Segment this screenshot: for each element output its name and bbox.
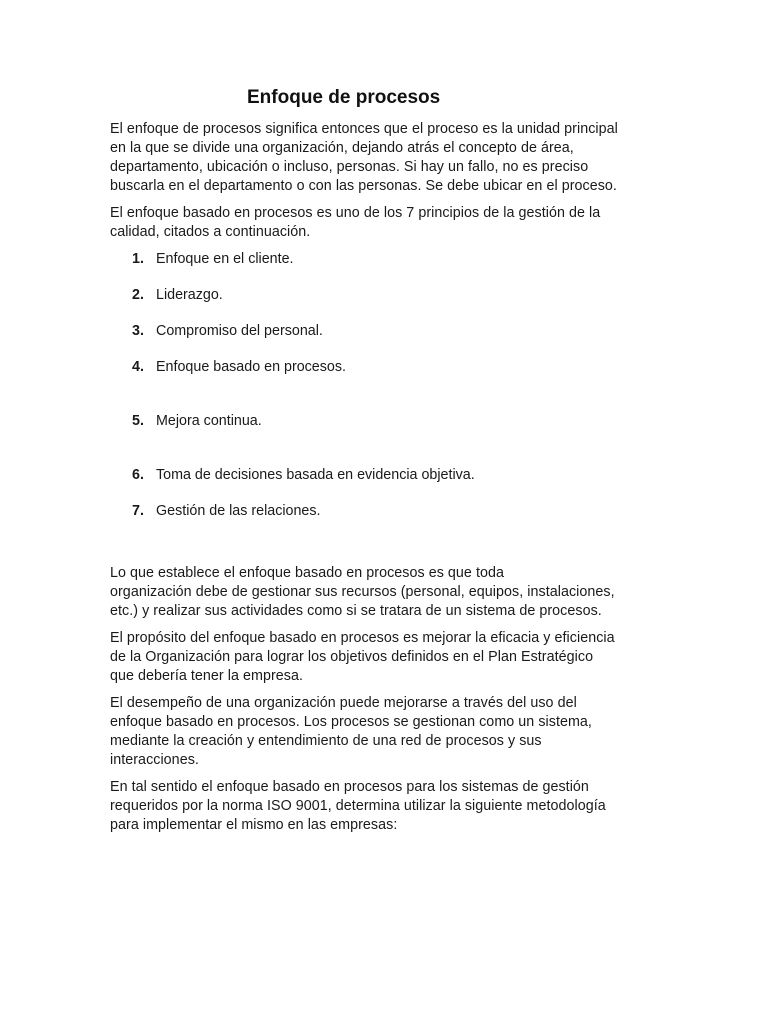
list-text: Gestión de las relaciones. (156, 503, 321, 519)
paragraph-iso-9001 (110, 778, 670, 835)
text-line: El enfoque de procesos significa entonces que el proceso es la unidad principal (110, 121, 618, 137)
text-line: Lo que establece el enfoque basado en procesos es que toda (110, 565, 504, 581)
text-line: etc.) y realizar sus actividades como si se tratara de un sistema de procesos. (110, 603, 602, 619)
list-number: 3. (132, 323, 144, 339)
list-number: 5. (132, 413, 144, 429)
document-page (110, 86, 670, 843)
list-text: Mejora continua. (156, 413, 262, 429)
text-line: enfoque basado en procesos. Los procesos se gestionan como un sistema, (110, 714, 592, 730)
list-item (110, 322, 670, 341)
list-text: Toma de decisiones basada en evidencia objetiva. (156, 467, 475, 483)
list-item (110, 502, 670, 521)
document-title: Enfoque de procesos (247, 87, 441, 108)
text-line: El desempeño de una organización puede mejorarse a través del uso del (110, 695, 577, 711)
list-item (110, 250, 670, 269)
text-line: En tal sentido el enfoque basado en procesos para los sistemas de gestión (110, 779, 589, 795)
text-line: para implementar el mismo en las empresas: (110, 817, 398, 833)
text-line: departamento, ubicación o incluso, personas. Si hay un fallo, no es preciso (110, 159, 589, 175)
principles-list (110, 250, 670, 521)
list-number: 4. (132, 359, 144, 375)
list-item (110, 466, 670, 485)
text-line: El enfoque basado en procesos es uno de los 7 principios de la gestión de la (110, 205, 601, 221)
list-text: Enfoque en el cliente. (156, 251, 294, 267)
paragraph-intro (110, 120, 670, 196)
text-line: de la Organización para lograr los objetivos definidos en el Plan Estratégico (110, 649, 594, 665)
paragraph-purpose (110, 629, 670, 686)
list-item (110, 358, 670, 377)
text-line: organización debe de gestionar sus recursos (personal, equipos, instalaciones, (110, 584, 615, 600)
text-line: mediante la creación y entendimiento de una red de procesos y sus (110, 733, 542, 749)
text-line: interacciones. (110, 752, 199, 768)
text-line: buscarla en el departamento o con las personas. Se debe ubicar en el proceso. (110, 178, 617, 194)
paragraph-performance (110, 694, 670, 770)
text-line: en la que se divide una organización, dejando atrás el concepto de área, (110, 140, 574, 156)
list-text: Compromiso del personal. (156, 323, 323, 339)
text-line: El propósito del enfoque basado en procesos es mejorar la eficacia y eficiencia (110, 630, 615, 646)
list-number: 7. (132, 503, 144, 519)
text-line: que debería tener la empresa. (110, 668, 303, 684)
list-text: Liderazgo. (156, 287, 223, 303)
text-line: requeridos por la norma ISO 9001, determina utilizar la siguiente metodología (110, 798, 606, 814)
list-number: 6. (132, 467, 144, 483)
list-number: 2. (132, 287, 144, 303)
list-item (110, 286, 670, 305)
list-number: 1. (132, 251, 144, 267)
paragraph-principles-intro (110, 204, 670, 242)
paragraph-approach (110, 564, 670, 621)
list-text: Enfoque basado en procesos. (156, 359, 346, 375)
list-item (110, 412, 670, 431)
text-line: calidad, citados a continuación. (110, 224, 311, 240)
